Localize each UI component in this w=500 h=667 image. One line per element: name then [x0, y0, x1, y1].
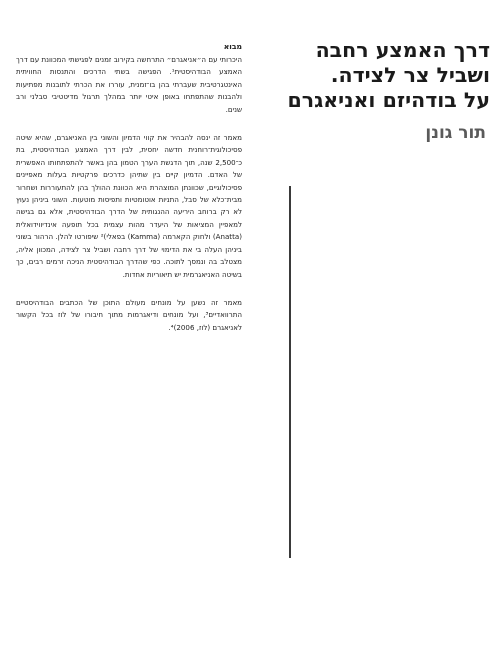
article-title-line-1: דרך האמצע רחבה — [315, 38, 490, 62]
vertical-divider — [289, 186, 291, 558]
paragraph-3: מאמר זה נשען על מונחים מעולם התוכן של הכתבים הבודהיסטיים התרוואדיים³, ועל מונחים ודיאגרמות מתוך חיבורו של לוז בכל הקשור לאניאגרם (לוז, 2006)⁴. — [16, 297, 242, 332]
paragraph-2: מאמר זה ינסה להבהיר את קווי הדמיון והשוני בין האניאגרם, שהיא שיטה פסיכולוגית־רוחנית חדשה יחסית, לבין דרך האמצע הבודהיסטית, בת כ־2,500 שנה, תוך הדגשת הערך הטמון בהן באשר להתפתחותו האפשרית של האדם. הדמיון קיים בין שתיהן כדרכים פרקטיות בעלות מאפיינים פסיכולוגיים, שכוונתן המוצהרת היא הכוונת ההולך בהן להתעוררות ושחרור מבית־כלא של סבל, התניות אוטומטיות ותפיסות מוטעות. השוני ביניהן נעוץ לא רק ברוחב היריעה ההנגותית של הדרך הבודהיסטית, אלא גם בגישה למאפיין המציאות של היעדר מהות עצמית בכל תופעה אינדיווידואלית (Anatta) ולחוק הקארמה (Kamma) בפאלי)² שיפורטו להלן. הרהור בשוני ביניהן העלה בי את הדימוי של דרך רחבה ושביל צר לצידה, המכוון אליה, מצטלב בה ונמסך לתוכה. כפי שהדרך הבודהיסטית הניכה זרמים רבים, כך בשיטה האניאגרמית יש תיאוריות אחדות. — [16, 133, 242, 279]
paragraph-1: היכרותי עם ה״אניאגרם״ התרחשה בקירוב זמנים לפגישתי המכוונת עם דרך האמצע הבודהיסטית¹. הפגישה בשתי הדרכים והתנסות החוויתית האינטגרטיבית שעברתי בהן בו־זמנית, עוררו את הכרתי לתובנות מפתיעות ולהבנות שהתפתחו באופן איטי יותר במהלך תרגול מדיטטיבי סבלני ורב שנים. — [16, 55, 242, 114]
body-column — [16, 40, 242, 334]
article-title-line-2: ושביל צר לצידה. — [330, 63, 490, 87]
article-title-line-3: על בודהיזם ואניאגרם — [287, 88, 490, 112]
author-name: תור גונן — [425, 123, 486, 143]
title-block — [280, 38, 490, 144]
section-heading: מבוא — [223, 42, 242, 51]
